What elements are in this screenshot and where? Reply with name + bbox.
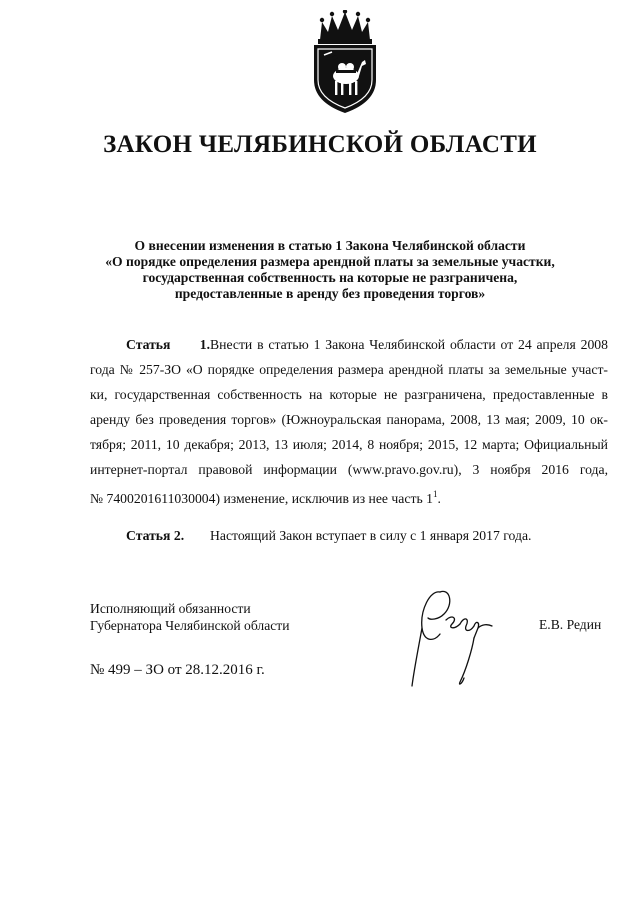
article-1-text: № 7400201611030004) изменение, исключив из нее часть 1 (90, 491, 433, 506)
signer-position-line: Исполняющий обязанности (90, 601, 251, 616)
article-2 (126, 528, 531, 544)
coat-of-arms-icon (302, 10, 388, 114)
article-1-line: ки, государственная собственность на которые не разграничена, предоставленные в (90, 387, 608, 402)
law-title: ЗАКОН ЧЕЛЯБИНСКОЙ ОБЛАСТИ (103, 131, 537, 158)
article-1-heading: Статья 1. (126, 337, 210, 352)
article-2-text: Настоящий Закон вступает в силу с 1 января 2017 года. (210, 528, 532, 543)
subject-line: «О порядке определения размера арендной платы за земельные участки, (105, 254, 555, 269)
article-1 (90, 332, 608, 511)
law-subject (80, 238, 580, 302)
superscript: 1 (432, 489, 438, 499)
subject-line: государственная собственность на которые не разграничена, (142, 270, 518, 285)
registration-number: № 499 – ЗО от 28.12.2016 г. (90, 662, 265, 678)
article-1-line (90, 332, 608, 357)
article-1-text: Внести в статью 1 Закона Челябинской области от 24 апреля 2008 (210, 337, 608, 352)
signer-position-line: Губернатора Челябинской области (90, 618, 290, 633)
article-2-heading: Статья 2. (126, 528, 185, 543)
signer-position (90, 600, 290, 634)
article-1-line: года № 257-ЗО «О порядке определения размера арендной платы за земельные участ- (90, 362, 608, 377)
article-1-line (90, 482, 608, 511)
article-1-line: тября; 2011, 10 декабря; 2013, 13 июля; 2014, 8 ноября; 2015, 12 марта; Официальный (90, 437, 608, 452)
article-1-end: . (437, 491, 441, 506)
subject-line: предоставленные в аренду без проведения торгов» (174, 286, 486, 301)
article-1-line: интернет-портал правовой информации (www.pravo.gov.ru), 3 ноября 2016 года, (90, 462, 608, 477)
article-1-line: аренду без проведения торгов» (Южноуральская панорама, 2008, 13 мая; 2009, 10 ок- (90, 412, 608, 427)
subject-line: О внесении изменения в статью 1 Закона Челябинской области (134, 238, 526, 253)
signer-name: Е.В. Редин (539, 617, 602, 632)
handwritten-signature (400, 580, 500, 692)
